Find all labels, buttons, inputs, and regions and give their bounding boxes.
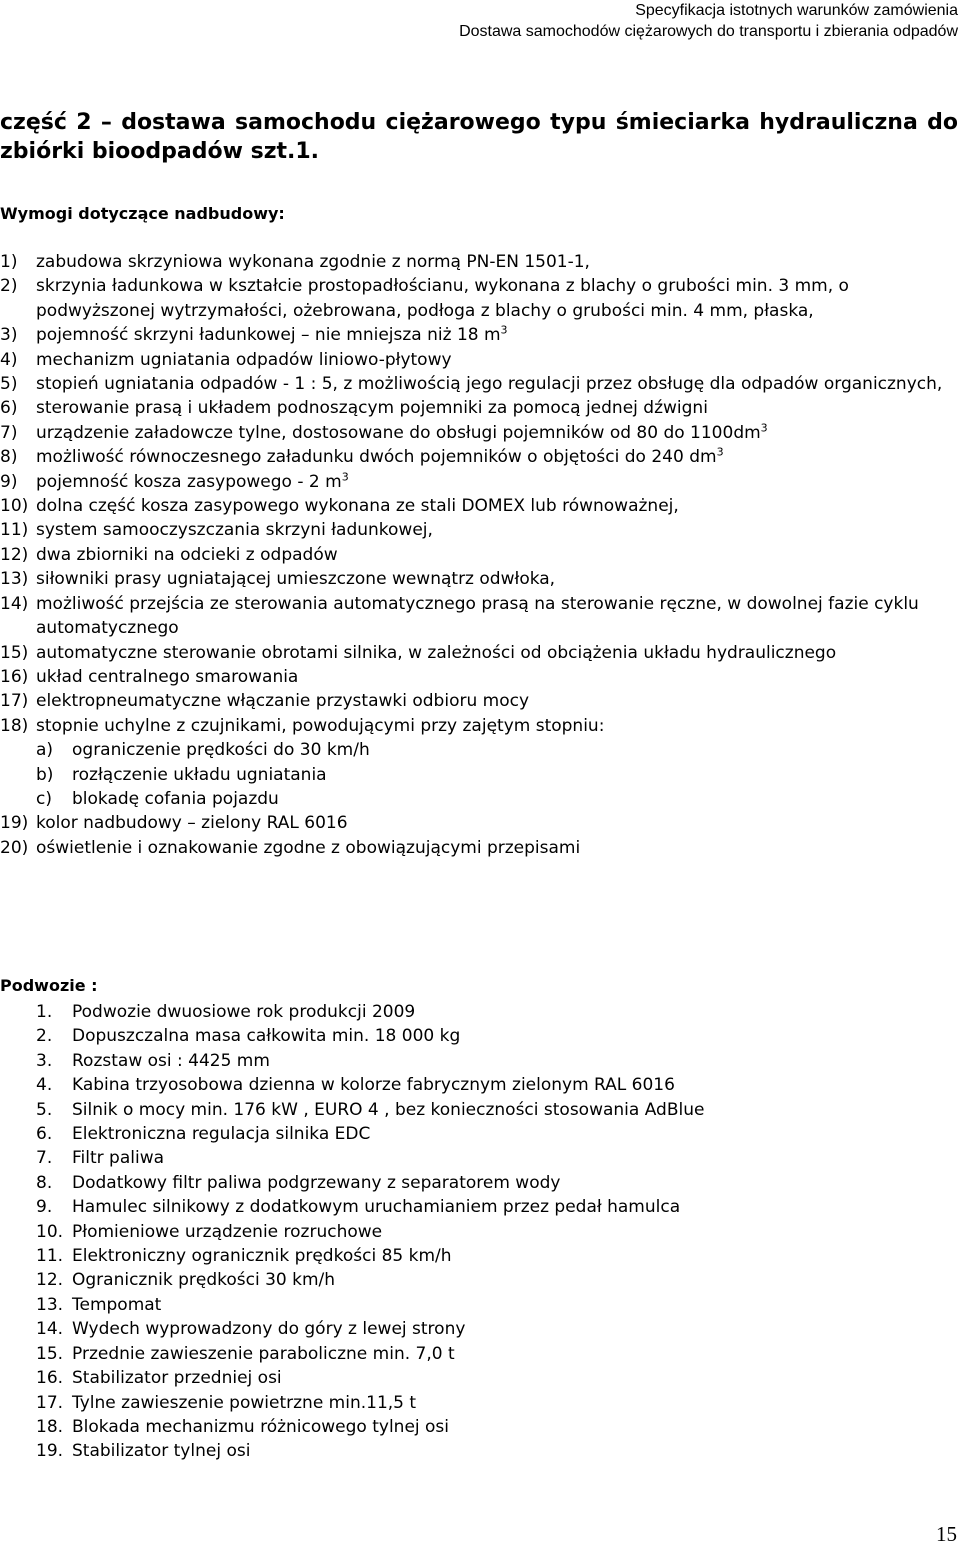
list-item-text: Elektroniczny ogranicznik prędkości 85 km/h	[72, 1246, 452, 1267]
list-item-number: 13.	[36, 1294, 64, 1315]
list-item-text: pojemność kosza zasypowego - 2 m	[36, 471, 342, 492]
requirement-item	[0, 348, 960, 372]
requirement-subitem	[36, 763, 960, 787]
requirement-item	[0, 689, 960, 713]
list-item-text: Podwozie dwuosiowe rok produkcji 2009	[72, 1002, 416, 1022]
requirements-heading: Wymogi dotyczące nadbudowy:	[0, 204, 285, 223]
requirement-item	[0, 811, 960, 835]
chassis-item	[0, 1366, 960, 1390]
requirement-item	[0, 470, 960, 494]
list-item-text: dolna część kosza zasypowego wykonana ze stali DOMEX lub równoważnej,	[36, 496, 679, 517]
list-item-text: rozłączenie układu ugniatania	[72, 764, 327, 785]
list-item-number: 6.	[36, 1124, 53, 1145]
list-item-text: blokadę cofania pojazdu	[72, 788, 279, 809]
list-item-number: 4.	[36, 1075, 53, 1096]
list-item-number: 5.	[36, 1099, 53, 1120]
list-item-number: 18)	[0, 715, 29, 736]
page-number: 15	[936, 1522, 957, 1546]
requirement-item	[0, 494, 960, 518]
list-item-number: 1.	[36, 1002, 53, 1022]
chassis-item	[0, 1024, 960, 1048]
chassis-item	[0, 1415, 960, 1439]
list-item-number: 12)	[0, 544, 29, 565]
list-item-text: zabudowa skrzyniowa wykonana zgodnie z normą PN-EN 1501-1,	[36, 252, 590, 272]
list-item-text: Tempomat	[72, 1294, 162, 1315]
chassis-item	[0, 1000, 960, 1024]
list-item-number: a)	[36, 740, 54, 761]
list-item-number: 19.	[36, 1441, 64, 1462]
list-item-number: 10)	[0, 496, 29, 517]
list-item-number: c)	[36, 788, 52, 809]
list-item-text: Filtr paliwa	[72, 1148, 165, 1169]
list-item-number: 2.	[36, 1026, 53, 1047]
list-item-text: urządzenie załadowcze tylne, dostosowane do obsługi pojemników od 80 do 1100dm	[36, 422, 761, 443]
list-item-text: możliwość przejścia ze sterowania automatycznego prasą na sterowanie ręczne, w dowolnej fazie cyklu automatycznego	[36, 593, 919, 639]
requirement-item	[0, 567, 960, 591]
chassis-heading: Podwozie :	[0, 976, 98, 995]
list-item-text: skrzynia ładunkowa w kształcie prostopadłościanu, wykonana z blachy o grubości min. 3 mm, o podwyższonej wytrzymałości, ożebrowana, podłoga z blachy o grubości min. 4 mm, płaska,	[36, 276, 849, 321]
requirement-item	[0, 518, 960, 542]
chassis-item	[0, 1122, 960, 1146]
chassis-item	[0, 1244, 960, 1268]
list-item-number: 12.	[36, 1270, 64, 1291]
list-item-number: 20)	[0, 837, 29, 858]
chassis-item	[0, 1073, 960, 1097]
list-item-text: Dodatkowy filtr paliwa podgrzewany z separatorem wody	[72, 1172, 561, 1193]
list-item-text: Silnik o mocy min. 176 kW , EURO 4 , bez konieczności stosowania AdBlue	[72, 1099, 705, 1120]
list-item-number: 3)	[0, 325, 18, 346]
requirement-sublist	[36, 738, 960, 811]
chassis-item	[0, 1342, 960, 1366]
chassis-item	[0, 1220, 960, 1244]
requirement-item	[0, 665, 960, 689]
list-item-number: 13)	[0, 569, 29, 590]
list-item-text: Hamulec silnikowy z dodatkowym uruchamianiem przez pedał hamulca	[72, 1197, 681, 1218]
list-item-number: 8.	[36, 1172, 53, 1193]
list-item-text: siłowniki prasy ugniatającej umieszczone wewnątrz odwłoka,	[36, 569, 556, 590]
list-item-text: stopień ugniatania odpadów - 1 : 5, z możliwością jego regulacji przez obsługę dla odpadów organicznych,	[36, 374, 943, 395]
list-item-number: 3.	[36, 1050, 53, 1071]
list-item-number: 14)	[0, 593, 29, 614]
list-item-text: mechanizm ugniatania odpadów liniowo-płytowy	[36, 349, 452, 370]
requirements-list	[0, 250, 960, 860]
list-item-text: Dopuszczalna masa całkowita min. 18 000 kg	[72, 1026, 461, 1047]
list-item-number: 7.	[36, 1148, 53, 1169]
requirement-item	[0, 714, 960, 812]
requirement-subitem	[36, 787, 960, 811]
chassis-item	[0, 1268, 960, 1292]
list-item-text: kolor nadbudowy – zielony RAL 6016	[36, 813, 348, 834]
chassis-item	[0, 1439, 960, 1463]
chassis-item	[0, 1317, 960, 1341]
chassis-list	[0, 1000, 960, 1464]
list-item-number: 1)	[0, 252, 18, 272]
list-item-number: 9.	[36, 1197, 53, 1218]
requirement-item	[0, 641, 960, 665]
requirement-item	[0, 836, 960, 860]
requirement-item	[0, 396, 960, 420]
chassis-item	[0, 1195, 960, 1219]
chassis-item	[0, 1049, 960, 1073]
list-item-number: 17.	[36, 1392, 64, 1413]
list-item-text: system samooczyszczania skrzyni ładunkowej,	[36, 520, 433, 541]
chassis-item	[0, 1391, 960, 1415]
list-item-text: sterowanie prasą i układem podnoszącym pojemniki za pomocą jednej dźwigni	[36, 398, 708, 419]
list-item-text: Elektroniczna regulacja silnika EDC	[72, 1124, 371, 1145]
list-item-text: ograniczenie prędkości do 30 km/h	[72, 740, 370, 761]
requirement-item	[0, 274, 960, 323]
superscript-unit: 3	[341, 470, 349, 483]
list-item-number: 5)	[0, 374, 18, 395]
list-item-text: automatyczne sterowanie obrotami silnika, w zależności od obciążenia układu hydraulicznego	[36, 642, 837, 663]
superscript-unit: 3	[716, 445, 724, 459]
list-item-number: 17)	[0, 691, 29, 712]
list-item-text: pojemność skrzyni ładunkowej – nie mniejsza niż 18 m	[36, 325, 501, 346]
list-item-text: Stabilizator tylnej osi	[72, 1441, 251, 1462]
list-item-text: stopnie uchylne z czujnikami, powodującymi przy zajętym stopniu:	[36, 715, 605, 736]
list-item-text: oświetlenie i oznakowanie zgodne z obowiązującymi przepisami	[36, 837, 581, 858]
requirement-item	[0, 421, 960, 445]
requirement-item	[0, 323, 960, 347]
list-item-text: Blokada mechanizmu różnicowego tylnej osi	[72, 1416, 450, 1437]
list-item-number: 15.	[36, 1343, 64, 1364]
chassis-item	[0, 1098, 960, 1122]
list-item-number: 2)	[0, 276, 18, 297]
superscript-unit: 3	[500, 323, 508, 337]
document-title: część 2 – dostawa samochodu ciężarowego typu śmieciarka hydrauliczna do zbiórki bioodpadów szt.1.	[0, 110, 958, 164]
page-header	[459, 0, 958, 42]
list-item-text: dwa zbiorniki na odcieki z odpadów	[36, 544, 338, 565]
list-item-text: Stabilizator przedniej osi	[72, 1368, 282, 1389]
list-item-number: 8)	[0, 447, 18, 468]
requirement-item	[0, 445, 960, 469]
header-line-2: Dostawa samochodów ciężarowych do transportu i zbierania odpadów	[459, 23, 958, 40]
requirement-item	[0, 543, 960, 567]
list-item-text: Przednie zawieszenie paraboliczne min. 7,0 t	[72, 1343, 455, 1364]
header-line-1: Specyfikacja istotnych warunków zamówienia	[635, 2, 958, 19]
list-item-number: 11.	[36, 1246, 64, 1267]
list-item-number: 10.	[36, 1221, 64, 1242]
list-item-number: 16.	[36, 1368, 64, 1389]
chassis-item	[0, 1171, 960, 1195]
requirement-subitem	[36, 738, 960, 762]
requirement-item	[0, 250, 960, 274]
list-item-number: 7)	[0, 422, 18, 443]
list-item-text: Rozstaw osi : 4425 mm	[72, 1050, 270, 1071]
list-item-text: Tylne zawieszenie powietrzne min.11,5 t	[72, 1392, 417, 1413]
list-item-number: 14.	[36, 1319, 64, 1340]
list-item-text: Wydech wyprowadzony do góry z lewej strony	[72, 1319, 466, 1340]
list-item-number: 4)	[0, 349, 18, 370]
list-item-number: 18.	[36, 1416, 64, 1437]
superscript-unit: 3	[760, 421, 768, 435]
chassis-item	[0, 1146, 960, 1170]
list-item-text: możliwość równoczesnego załadunku dwóch pojemników o objętości do 240 dm	[36, 447, 717, 468]
list-item-number: 6)	[0, 398, 18, 419]
list-item-number: b)	[36, 764, 54, 785]
list-item-number: 19)	[0, 813, 29, 834]
list-item-text: elektropneumatyczne włączanie przystawki odbioru mocy	[36, 691, 529, 712]
list-item-text: Ogranicznik prędkości 30 km/h	[72, 1270, 336, 1291]
requirement-item	[0, 592, 960, 641]
list-item-number: 15)	[0, 642, 29, 663]
list-item-text: układ centralnego smarowania	[36, 666, 299, 687]
list-item-text: Płomieniowe urządzenie rozruchowe	[72, 1221, 383, 1242]
list-item-number: 16)	[0, 666, 29, 687]
list-item-number: 11)	[0, 520, 29, 541]
list-item-text: Kabina trzyosobowa dzienna w kolorze fabrycznym zielonym RAL 6016	[72, 1075, 675, 1096]
requirement-item	[0, 372, 960, 396]
list-item-number: 9)	[0, 471, 18, 492]
chassis-item	[0, 1293, 960, 1317]
